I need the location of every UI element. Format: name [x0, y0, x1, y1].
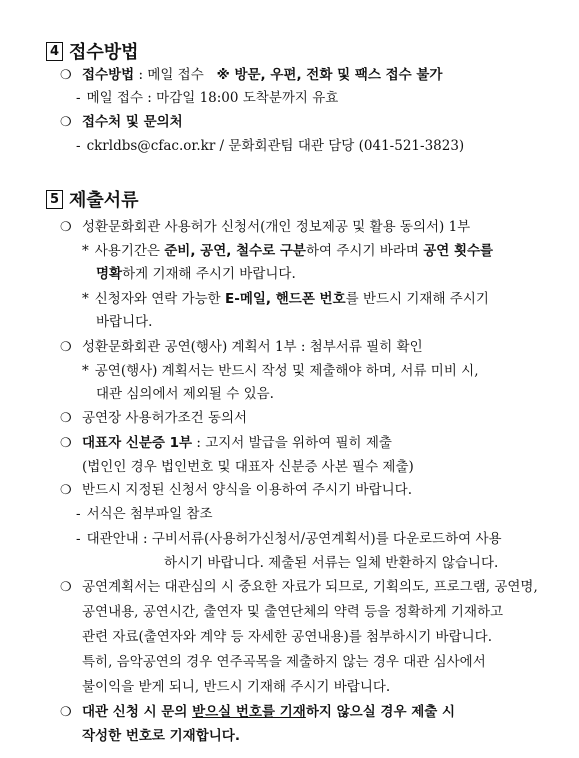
- sub-item: - 서식은 첨부파일 참조: [76, 506, 213, 522]
- bullet-icon: ❍: [60, 68, 72, 83]
- section-number-box: 5: [46, 190, 63, 209]
- paragraph-line: 공연내용, 공연시간, 출연자 및 출연단체의 약력 등을 정확하게 기재하고: [82, 604, 504, 620]
- sub-item: - 대관안내 : 구비서류(사용허가신청서/공연계획서)를 다운로드하여 사용: [76, 531, 502, 547]
- list-item-continued: 작성한 번호로 기재합니다.: [82, 728, 240, 744]
- bullet-icon: ❍: [60, 436, 72, 451]
- bullet-icon: ❍: [60, 340, 72, 355]
- list-item: - 메일 접수 : 마감일 18:00 도착분까지 유효: [76, 90, 339, 106]
- list-item: 접수처 및 문의처: [82, 114, 183, 130]
- list-item: 성환문화회관 사용허가 신청서(개인 정보제공 및 활용 동의서) 1부: [82, 219, 471, 235]
- contact-text: ckrldbs@cfac.or.kr / 문화회관팀 대관 담당 (041-521-3823): [86, 138, 465, 154]
- bullet-icon: ❍: [60, 705, 72, 720]
- paragraph-line: 불이익을 받게 되니, 반드시 기재해 주시기 바랍니다.: [82, 679, 391, 695]
- bullet-icon: ❍: [60, 115, 72, 130]
- note-text: ※ 방문, 우편, 전화 및 팩스 접수 불가: [216, 67, 443, 83]
- bullet-icon: ❍: [60, 220, 72, 235]
- note-line: (법인인 경우 법인번호 및 대표자 신분증 사본 필수 제출): [82, 459, 414, 475]
- note-line: * 공연(행사) 계획서는 반드시 작성 및 제출해야 하며, 서류 미비 시,: [82, 363, 479, 379]
- bullet-icon: ❍: [60, 411, 72, 426]
- underlined-text: 받으실 번호를 기재: [192, 704, 306, 720]
- section-5-heading: [46, 186, 139, 212]
- paragraph-line: 관련 자료(출연자와 계약 등 자세한 공연내용)를 첨부하시기 바랍니다.: [82, 629, 493, 645]
- list-item: 성환문화회관 공연(행사) 계획서 1부 : 첨부서류 필히 확인: [82, 339, 423, 355]
- paragraph-line: 공연계획서는 대관심의 시 중요한 자료가 되므로, 기획의도, 프로그램, 공연명,: [82, 579, 538, 595]
- list-item: 대표자 신분증 1부 : 고지서 발급을 위하여 필히 제출: [82, 435, 392, 451]
- list-item: - ckrldbs@cfac.or.kr / 문화회관팀 대관 담당 (041-521-3823): [76, 138, 465, 154]
- bullet-icon: ❍: [60, 483, 72, 498]
- section-4-heading: [46, 38, 139, 64]
- note-line: * 사용기간은 준비, 공연, 철수로 구분하여 주시기 바라며 공연 횟수를: [82, 243, 494, 259]
- section-title: 제출서류: [69, 190, 139, 211]
- section-number-box: 4: [46, 42, 63, 61]
- note-line: * 신청자와 연락 가능한 E-메일, 핸드폰 번호를 반드시 기재해 주시기: [82, 291, 489, 307]
- sub-item-continued: 하시기 바랍니다. 제출된 서류는 일체 반환하지 않습니다.: [164, 555, 499, 571]
- note-line: 명확하게 기재해 주시기 바랍니다.: [96, 266, 296, 282]
- bullet-icon: ❍: [60, 580, 72, 595]
- section-title: 접수방법: [69, 42, 139, 63]
- note-line: 대관 심의에서 제외될 수 있음.: [96, 386, 274, 402]
- list-item: 접수방법 : 메일 접수 ※ 방문, 우편, 전화 및 팩스 접수 불가: [82, 67, 443, 83]
- paragraph-line: 특히, 음악공연의 경우 연주곡목을 제출하지 않는 경우 대관 심사에서: [82, 654, 486, 670]
- note-line: 바랍니다.: [96, 314, 153, 330]
- list-item: 대관 신청 시 문의 받으실 번호를 기재하지 않으실 경우 제출 시: [82, 704, 456, 720]
- list-item: 반드시 지정된 신청서 양식을 이용하여 주시기 바랍니다.: [82, 482, 412, 498]
- list-item: 공연장 사용허가조건 동의서: [82, 410, 248, 426]
